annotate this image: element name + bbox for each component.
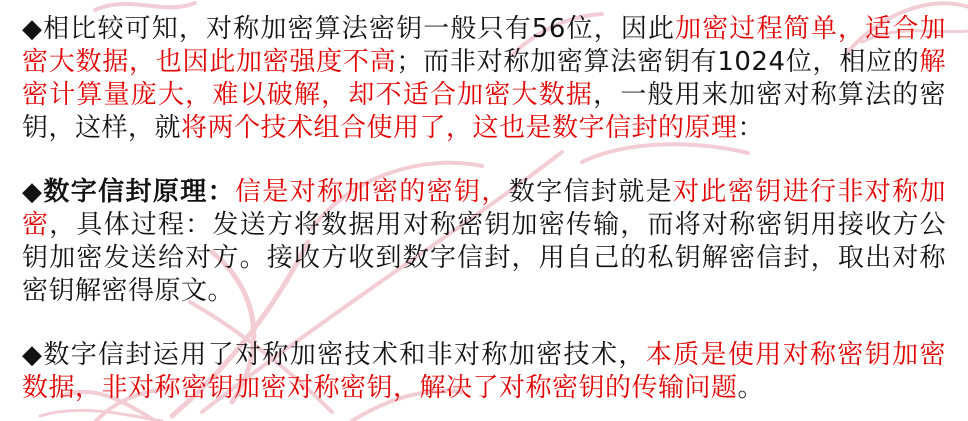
document-body	[22, 13, 946, 405]
text-run-red: 本质是使用对称密钥加密	[645, 340, 946, 370]
text-run-black: 钥加密发送给对方。接收方收到数字信封，用自己的私钥解密信封，取出对称	[22, 243, 946, 273]
text-run-black: ：	[737, 113, 765, 143]
text-run-red: 数据，非对称密钥加密对称密钥，解决了对称密钥的传输问题	[22, 373, 738, 403]
text-line	[22, 79, 946, 112]
text-run-bold: ◆数字信封原理：	[22, 177, 236, 207]
text-run-black: 钥，这样，就	[22, 113, 182, 143]
text-line	[22, 242, 946, 275]
text-run-red: 解	[919, 47, 946, 77]
paragraph-envelope-summary	[22, 339, 946, 405]
text-run-red: 将两个技术组合使用了，这也是数字信封的原理	[181, 113, 738, 143]
text-run-red: 对此密钥进行非对称加	[673, 177, 946, 207]
text-run-black: 。	[737, 373, 765, 403]
text-run-black: ◆数字信封运用了对称加密技术和非对称加密技术，	[22, 340, 646, 370]
text-run-red: 密	[22, 210, 50, 240]
text-run-black: ；而非对称加密算法密钥有1024位，相应的	[396, 47, 920, 77]
text-run-black: 数字信封就是	[508, 177, 674, 207]
paragraph-comparison	[22, 13, 946, 145]
paragraph-envelope-principle	[22, 176, 946, 308]
text-run-red: 信是对称加密的密钥，	[235, 177, 509, 207]
text-run-black: ，具体过程：发送方将数据用对称密钥加密传输，而将对称密钥用接收方公	[49, 210, 946, 240]
text-line	[22, 275, 946, 308]
text-run-red: 加密过程简单，适合加	[675, 14, 946, 44]
text-line	[22, 112, 946, 145]
text-line	[22, 13, 946, 46]
text-run-black: ◆相比较可知，对称加密算法密钥一般只有56位，因此	[22, 14, 676, 44]
text-run-black: ，一般用来加密对称算法的密	[593, 80, 946, 110]
text-run-black: 密钥解密得原文。	[22, 276, 235, 306]
text-line	[22, 372, 946, 405]
text-run-red: 密计算量庞大，难以破解，却不适合加密大数据	[22, 80, 594, 110]
text-line	[22, 46, 946, 79]
text-line	[22, 339, 946, 372]
text-line	[22, 176, 946, 209]
text-line	[22, 209, 946, 242]
text-run-red: 密大数据，也因此加密强度不高	[22, 47, 397, 77]
